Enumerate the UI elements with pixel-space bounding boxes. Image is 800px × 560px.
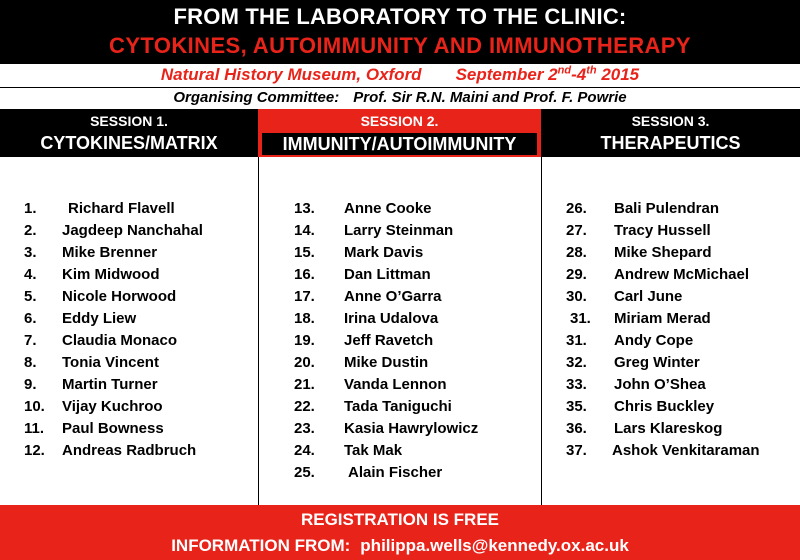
speaker-name: Greg Winter (614, 354, 700, 371)
speaker-item: 30. Carl June (566, 286, 798, 308)
footer-band (0, 505, 800, 560)
speaker-item: 35. Chris Buckley (566, 396, 798, 418)
speaker-item: 31. Andy Cope (566, 330, 798, 352)
speaker-item: 15. Mark Davis (294, 242, 538, 264)
speaker-item: 37. Ashok Venkitaraman (566, 440, 798, 462)
speaker-name: Lars Klareskog (614, 420, 723, 437)
organising-committee (0, 88, 800, 108)
speaker-item: 29. Andrew McMichael (566, 264, 798, 286)
column-divider (258, 157, 259, 505)
speaker-name: Vijay Kuchroo (62, 398, 163, 415)
speaker-item: 22. Tada Taniguchi (294, 396, 538, 418)
speaker-name: Claudia Monaco (62, 332, 178, 349)
speaker-item: 27. Tracy Hussell (566, 220, 798, 242)
speaker-name: Bali Pulendran (614, 200, 720, 217)
event-date: September 2nd-4th 2015 (455, 64, 640, 84)
speaker-item: 9. Martin Turner (24, 374, 254, 396)
speaker-name: Larry Steinman (344, 222, 454, 239)
speaker-item: 5. Nicole Horwood (24, 286, 254, 308)
speaker-name: John O’Shea (614, 376, 706, 393)
speaker-name: Eddy Liew (62, 310, 137, 327)
committee-names: Prof. Sir R.N. Maini and Prof. F. Powrie (353, 89, 627, 106)
speaker-name: Andrew McMichael (614, 266, 750, 283)
venue: Natural History Museum, Oxford (160, 65, 422, 84)
speaker-item: 2. Jagdeep Nanchahal (24, 220, 254, 242)
speaker-name: Tak Mak (344, 442, 403, 459)
speaker-item: 11. Paul Bowness (24, 418, 254, 440)
speaker-name: Martin Turner (62, 376, 158, 393)
speaker-name: Andy Cope (614, 332, 694, 349)
speaker-item: 12. Andreas Radbruch (24, 440, 254, 462)
speaker-item: 19. Jeff Ravetch (294, 330, 538, 352)
speaker-name: Kasia Hawrylowicz (344, 420, 479, 437)
title-line-1: FROM THE LABORATORY TO THE CLINIC: (173, 4, 627, 29)
registration-notice: REGISTRATION IS FREE (300, 510, 500, 529)
speaker-name: Mike Dustin (344, 354, 429, 371)
speaker-item: 1. Richard Flavell (24, 198, 254, 220)
speaker-item: 16. Dan Littman (294, 264, 538, 286)
speaker-name: Tada Taniguchi (344, 398, 452, 415)
speaker-item: 7. Claudia Monaco (24, 330, 254, 352)
speaker-item: 10. Vijay Kuchroo (24, 396, 254, 418)
contact-line (0, 536, 800, 556)
speaker-name: Nicole Horwood (62, 288, 177, 305)
speaker-item: 18. Irina Udalova (294, 308, 538, 330)
speaker-item: 17. Anne O’Garra (294, 286, 538, 308)
speaker-item: 20. Mike Dustin (294, 352, 538, 374)
speaker-item: 24. Tak Mak (294, 440, 538, 462)
speaker-name: Alain Fischer (348, 464, 443, 481)
speaker-item: 32. Greg Winter (566, 352, 798, 374)
venue-date-line (0, 63, 800, 87)
speaker-name: Jagdeep Nanchahal (62, 222, 203, 239)
title-band (0, 0, 800, 64)
speaker-name: Kim Midwood (62, 266, 160, 283)
speaker-name: Andreas Radbruch (62, 442, 197, 459)
speaker-name: Carl June (614, 288, 683, 305)
speaker-item: 8. Tonia Vincent (24, 352, 254, 374)
speaker-name: Dan Littman (344, 266, 431, 283)
session-2-header (258, 109, 541, 157)
speaker-name: Tonia Vincent (62, 354, 159, 371)
speaker-name: Mike Brenner (62, 244, 158, 261)
speaker-name: Miriam Merad (614, 310, 711, 327)
speaker-name: Irina Udalova (344, 310, 439, 327)
title-line-2: CYTOKINES, AUTOIMMUNITY AND IMMUNOTHERAPY (109, 33, 691, 58)
speaker-item: 4. Kim Midwood (24, 264, 254, 286)
session-1-number: SESSION 1. (90, 113, 168, 129)
speaker-item: 26. Bali Pulendran (566, 198, 798, 220)
speaker-item: 6. Eddy Liew (24, 308, 254, 330)
speaker-item: 13. Anne Cooke (294, 198, 538, 220)
info-label: INFORMATION FROM: (171, 536, 351, 555)
speaker-item: 31. Miriam Merad (566, 308, 798, 330)
speaker-item: 25. Alain Fischer (294, 462, 538, 484)
speaker-item: 28. Mike Shepard (566, 242, 798, 264)
committee-label: Organising Committee: (173, 89, 340, 106)
speaker-item: 3. Mike Brenner (24, 242, 254, 264)
session-1-speaker-list (24, 198, 254, 462)
session-3-speaker-list (566, 198, 798, 462)
session-1-header (0, 109, 258, 157)
session-3-number: SESSION 3. (631, 113, 710, 129)
speaker-name: Anne O’Garra (344, 288, 442, 305)
speaker-name: Anne Cooke (344, 200, 432, 217)
speaker-name: Ashok Venkitaraman (612, 442, 760, 459)
speaker-name: Vanda Lennon (344, 376, 447, 393)
speaker-item: 21. Vanda Lennon (294, 374, 538, 396)
session-2-number: SESSION 2. (360, 113, 439, 129)
column-divider (541, 157, 542, 505)
speaker-name: Mark Davis (344, 244, 424, 261)
speaker-item: 36. Lars Klareskog (566, 418, 798, 440)
speaker-name: Richard Flavell (68, 200, 175, 217)
session-2-name: IMMUNITY/AUTOIMMUNITY (262, 133, 537, 155)
contact-email[interactable]: philippa.wells@kennedy.ox.ac.uk (360, 536, 629, 555)
speaker-name: Paul Bowness (62, 420, 164, 437)
session-3-header (541, 109, 800, 157)
speaker-name: Tracy Hussell (614, 222, 711, 239)
speaker-name: Chris Buckley (614, 398, 715, 415)
speaker-name: Mike Shepard (614, 244, 712, 261)
session-1-name: CYTOKINES/MATRIX (40, 133, 218, 153)
speaker-item: 23. Kasia Hawrylowicz (294, 418, 538, 440)
speaker-item: 14. Larry Steinman (294, 220, 538, 242)
speaker-name: Jeff Ravetch (344, 332, 434, 349)
session-2-speaker-list (294, 198, 538, 484)
speaker-item: 33. John O’Shea (566, 374, 798, 396)
session-3-name: THERAPEUTICS (600, 133, 741, 153)
